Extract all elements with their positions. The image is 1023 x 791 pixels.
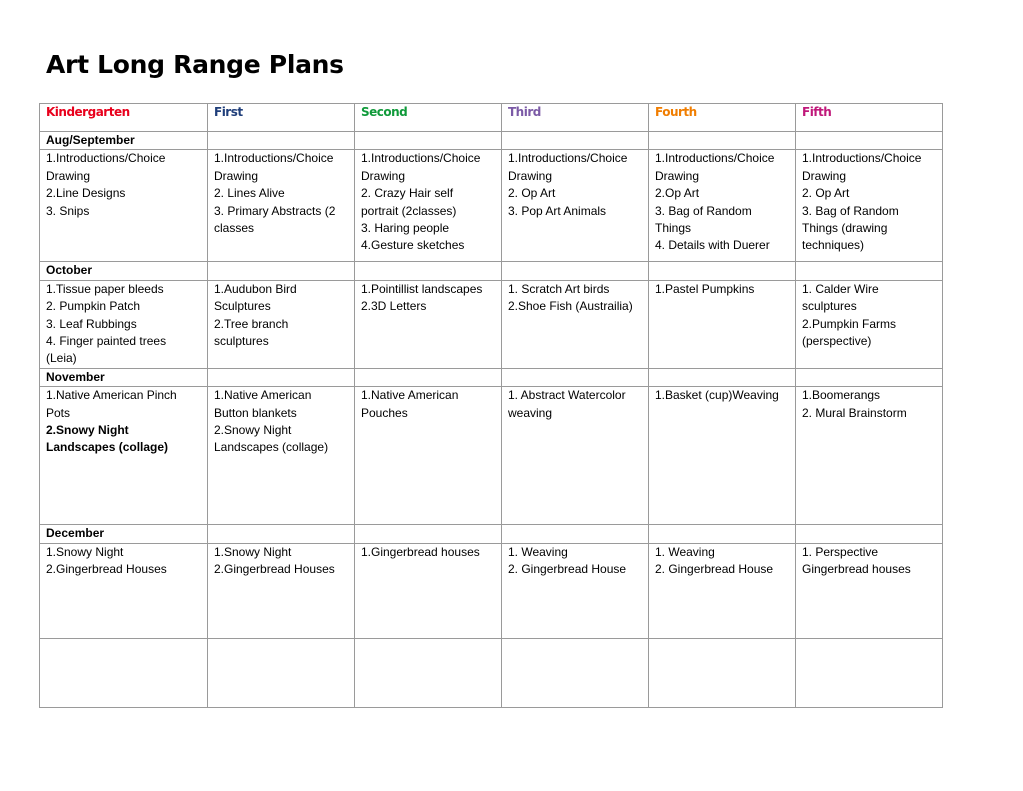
month-label: November <box>40 368 208 386</box>
lesson-cell <box>40 543 208 638</box>
lesson-line: 1. Abstract Watercolor <box>508 388 626 403</box>
lesson-line: Drawing <box>655 168 700 183</box>
lesson-line: 1.Introductions/Choice <box>655 151 775 166</box>
lesson-line: 1.Gingerbread houses <box>361 544 480 559</box>
lesson-line: 2. Lines Alive <box>214 186 285 201</box>
lesson-cell <box>649 543 796 638</box>
lesson-line: 3. Snips <box>46 203 90 218</box>
empty-cell <box>40 638 208 707</box>
month-spacer-cell <box>208 262 355 280</box>
month-spacer-cell <box>796 368 943 386</box>
lesson-line: 3. Bag of Random <box>655 203 752 218</box>
lesson-line: 1.Introductions/Choice <box>46 151 166 166</box>
lesson-line: Things <box>655 221 692 236</box>
lesson-line: 2.Line Designs <box>46 186 126 201</box>
lesson-line: 1. Calder Wire <box>802 281 879 296</box>
lesson-line: 2. Op Art <box>802 186 850 201</box>
lesson-cell <box>649 150 796 262</box>
lesson-line: 4. Details with Duerer <box>655 238 770 253</box>
lesson-row-aug-september <box>40 150 943 262</box>
lesson-cell <box>40 387 208 525</box>
lesson-line: weaving <box>508 405 553 420</box>
lesson-line: (Leia) <box>46 351 77 366</box>
lesson-line: Pouches <box>361 405 408 420</box>
lesson-cell <box>40 280 208 368</box>
grade-header-third: Third <box>502 104 649 132</box>
lesson-line: sculptures <box>214 334 269 349</box>
grade-header-fourth: Fourth <box>649 104 796 132</box>
month-row-aug-september <box>40 132 943 150</box>
lesson-line: 2.Snowy Night <box>214 423 292 438</box>
lesson-cell <box>796 150 943 262</box>
lesson-line: 3. Haring people <box>361 221 450 236</box>
lesson-cell <box>355 280 502 368</box>
month-spacer-cell <box>208 132 355 150</box>
month-spacer-cell <box>208 368 355 386</box>
lesson-line: techniques) <box>802 238 865 253</box>
lesson-cell <box>796 543 943 638</box>
month-spacer-cell <box>355 525 502 543</box>
lesson-line: 2. Op Art <box>508 186 556 201</box>
lesson-line: 2. Crazy Hair self <box>361 186 454 201</box>
lesson-line: classes <box>214 221 255 236</box>
month-spacer-cell <box>355 368 502 386</box>
empty-row <box>40 638 943 707</box>
lesson-line: Pots <box>46 405 71 420</box>
lesson-line: Button blankets <box>214 405 297 420</box>
month-spacer-cell <box>649 368 796 386</box>
lesson-cell <box>355 543 502 638</box>
lesson-line: 1.Snowy Night <box>46 544 124 559</box>
lesson-line: 2.Op Art <box>655 186 700 201</box>
lesson-line: 1.Introductions/Choice <box>802 151 922 166</box>
month-spacer-cell <box>502 132 649 150</box>
month-spacer-cell <box>649 262 796 280</box>
lesson-line: 1.Snowy Night <box>214 544 292 559</box>
lesson-line: Sculptures <box>214 299 271 314</box>
lesson-line: Gingerbread houses <box>802 562 911 577</box>
month-row-november <box>40 368 943 386</box>
page-title: Art Long Range Plans <box>46 50 344 79</box>
lesson-line: 3. Bag of Random <box>802 203 899 218</box>
lesson-line: 1.Basket (cup)Weaving <box>655 388 779 403</box>
month-spacer-cell <box>502 262 649 280</box>
long-range-plan-table <box>39 103 943 708</box>
lesson-cell <box>208 280 355 368</box>
lesson-row-october <box>40 280 943 368</box>
lesson-line: (perspective) <box>802 334 872 349</box>
lesson-line: 1.Native American <box>361 388 459 403</box>
lesson-line: 1. Scratch Art birds <box>508 281 610 296</box>
empty-cell <box>502 638 649 707</box>
month-spacer-cell <box>796 262 943 280</box>
lesson-line: 1. Weaving <box>508 544 568 559</box>
lesson-cell <box>502 150 649 262</box>
month-spacer-cell <box>355 132 502 150</box>
lesson-line: 2. Mural Brainstorm <box>802 405 907 420</box>
lesson-line: Drawing <box>46 168 91 183</box>
empty-cell <box>649 638 796 707</box>
lesson-cell <box>208 387 355 525</box>
lesson-line: 2. Gingerbread House <box>508 562 627 577</box>
lesson-line: Landscapes (collage) <box>214 440 329 455</box>
lesson-cell <box>649 387 796 525</box>
lesson-line: 2.3D Letters <box>361 299 427 314</box>
month-row-december <box>40 525 943 543</box>
month-spacer-cell <box>355 262 502 280</box>
lesson-line: 1.Native American <box>214 388 312 403</box>
month-spacer-cell <box>649 525 796 543</box>
lesson-line: 2.Gingerbread Houses <box>46 562 167 577</box>
grade-header-row <box>40 104 943 132</box>
lesson-line: 1.Introductions/Choice <box>508 151 628 166</box>
lesson-line: 2.Pumpkin Farms <box>802 316 897 331</box>
lesson-line: 1.Native American Pinch <box>46 388 177 403</box>
lesson-row-november <box>40 387 943 525</box>
lesson-line: portrait (2classes) <box>361 203 457 218</box>
month-spacer-cell <box>796 132 943 150</box>
lesson-line: Things (drawing <box>802 221 888 236</box>
lesson-cell <box>208 150 355 262</box>
empty-cell <box>796 638 943 707</box>
lesson-line: Drawing <box>802 168 847 183</box>
grade-header-first: First <box>208 104 355 132</box>
lesson-line: 3. Pop Art Animals <box>508 203 607 218</box>
lesson-line: 1.Boomerangs <box>802 388 881 403</box>
month-spacer-cell <box>502 525 649 543</box>
lesson-line: 1.Tissue paper bleeds <box>46 281 164 296</box>
lesson-line: 1.Introductions/Choice <box>361 151 481 166</box>
grade-header-kindergarten: Kindergarten <box>40 104 208 132</box>
grade-header-fifth: Fifth <box>796 104 943 132</box>
lesson-line: Drawing <box>508 168 553 183</box>
empty-cell <box>355 638 502 707</box>
lesson-line: 2. Pumpkin Patch <box>46 299 141 314</box>
lesson-line: Drawing <box>214 168 259 183</box>
lesson-line: 2.Snowy Night <box>46 423 129 438</box>
lesson-line: 1.Audubon Bird <box>214 281 297 296</box>
lesson-line: 4.Gesture sketches <box>361 238 465 253</box>
month-label: December <box>40 525 208 543</box>
lesson-cell <box>355 387 502 525</box>
lesson-line: 1. Weaving <box>655 544 715 559</box>
lesson-cell <box>355 150 502 262</box>
lesson-cell <box>502 387 649 525</box>
lesson-line: 3. Primary Abstracts (2 <box>214 203 336 218</box>
lesson-line: 3. Leaf Rubbings <box>46 316 137 331</box>
lesson-cell <box>502 543 649 638</box>
lesson-line: sculptures <box>802 299 857 314</box>
lesson-cell <box>208 543 355 638</box>
month-label: Aug/September <box>40 132 208 150</box>
month-spacer-cell <box>502 368 649 386</box>
lesson-line: 1. Perspective <box>802 544 879 559</box>
lesson-cell <box>796 387 943 525</box>
lesson-cell <box>40 150 208 262</box>
lesson-cell <box>502 280 649 368</box>
month-spacer-cell <box>649 132 796 150</box>
lesson-cell <box>796 280 943 368</box>
lesson-line: 1.Pointillist landscapes <box>361 281 483 296</box>
lesson-line: Landscapes (collage) <box>46 440 169 455</box>
lesson-cell <box>649 280 796 368</box>
lesson-line: 1.Pastel Pumpkins <box>655 281 755 296</box>
lesson-line: 2. Gingerbread House <box>655 562 774 577</box>
lesson-row-december <box>40 543 943 638</box>
lesson-line: Drawing <box>361 168 406 183</box>
month-label: October <box>40 262 208 280</box>
lesson-line: 2.Shoe Fish (Austrailia) <box>508 299 633 314</box>
lesson-line: 1.Introductions/Choice <box>214 151 334 166</box>
empty-cell <box>208 638 355 707</box>
lesson-line: 2.Tree branch <box>214 316 289 331</box>
month-spacer-cell <box>208 525 355 543</box>
lesson-line: 2.Gingerbread Houses <box>214 562 335 577</box>
month-spacer-cell <box>796 525 943 543</box>
grade-header-second: Second <box>355 104 502 132</box>
month-row-october <box>40 262 943 280</box>
lesson-line: 4. Finger painted trees <box>46 334 167 349</box>
